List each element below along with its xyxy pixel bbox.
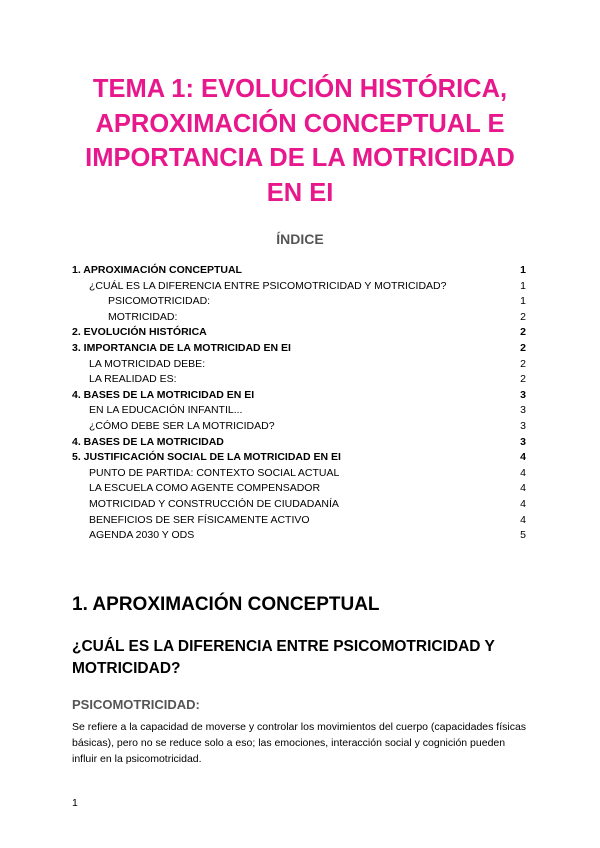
toc-entry-page: 2 [520,357,526,370]
toc-entry-page: 2 [520,326,526,339]
toc-entry[interactable] [72,497,526,513]
toc-entry-page: 5 [520,529,526,542]
toc-entry[interactable] [72,310,526,326]
toc-entry[interactable] [72,294,526,310]
toc-entry-text: 1. APROXIMACIÓN CONCEPTUAL [72,264,242,276]
toc-entry-text: ¿CUÁL ES LA DIFERENCIA ENTRE PSICOMOTRICIDAD Y MOTRICIDAD? [89,279,447,292]
toc-entry-page: 1 [520,295,526,308]
toc-entry[interactable] [72,528,526,544]
toc-entry-page: 1 [520,279,526,292]
subsection-heading: ¿CUÁL ES LA DIFERENCIA ENTRE PSICOMOTRICIDAD Y MOTRICIDAD? [72,638,495,677]
table-of-contents [72,263,526,544]
toc-entry-page: 1 [520,264,526,276]
index-heading: ÍNDICE [276,231,324,247]
toc-entry[interactable] [72,403,526,419]
toc-entry[interactable] [72,513,526,529]
toc-entry-text: BENEFICIOS DE SER FÍSICAMENTE ACTIVO [89,513,310,526]
toc-entry-text: MOTRICIDAD: [108,310,178,323]
toc-entry-text: PUNTO DE PARTIDA: CONTEXTO SOCIAL ACTUAL [89,466,340,479]
toc-entry-page: 4 [520,466,526,479]
page-number: 1 [72,797,78,809]
toc-entry[interactable] [72,279,526,295]
toc-entry-page: 3 [520,435,526,448]
toc-entry[interactable] [72,466,526,482]
toc-entry[interactable] [72,372,526,388]
toc-entry-page: 2 [520,310,526,323]
toc-entry-text: LA REALIDAD ES: [89,373,177,386]
toc-entry-text: PSICOMOTRICIDAD: [108,295,211,308]
toc-entry-text: EN LA EDUCACIÓN INFANTIL... [89,404,243,417]
toc-entry-page: 3 [520,388,526,401]
toc-entry-text: MOTRICIDAD Y CONSTRUCCIÓN DE CIUDADANÍA [89,497,339,510]
subsubsection-heading: PSICOMOTRICIDAD: [72,697,200,712]
toc-entry[interactable] [72,341,526,357]
toc-entry-page: 2 [520,341,526,354]
section-heading: 1. APROXIMACIÓN CONCEPTUAL [72,594,380,615]
title-line: APROXIMACIÓN CONCEPTUAL E [95,109,505,138]
toc-entry-text: ¿CÓMO DEBE SER LA MOTRICIDAD? [89,419,275,432]
title-line: EN EI [266,178,334,207]
toc-entry-page: 4 [520,451,526,464]
toc-entry-page: 3 [520,419,526,432]
toc-entry[interactable] [72,263,526,279]
toc-entry[interactable] [72,435,526,451]
toc-entry[interactable] [72,481,526,497]
body-paragraph: Se refiere a la capacidad de moverse y controlar los movimientos del cuerpo (capacidades físicas básicas), pero no se reduce solo a eso; las emociones, interacción social y cognición pueden influir en la psicomotricidad. [72,721,527,765]
toc-entry[interactable] [72,450,526,466]
toc-entry-page: 2 [520,373,526,386]
toc-entry-page: 4 [520,513,526,526]
toc-entry-text: AGENDA 2030 Y ODS [89,529,195,542]
toc-entry-text: LA MOTRICIDAD DEBE: [89,357,206,370]
document-title [40,72,560,210]
toc-entry-text: 4. BASES DE LA MOTRICIDAD EN EI [72,388,255,401]
toc-entry-text: 2. EVOLUCIÓN HISTÓRICA [72,326,207,339]
toc-entry-page: 4 [520,482,526,495]
toc-entry-text: LA ESCUELA COMO AGENTE COMPENSADOR [89,482,321,495]
toc-entry-text: 5. JUSTIFICACIÓN SOCIAL DE LA MOTRICIDAD EN EI [72,451,341,464]
toc-entry-page: 3 [520,404,526,417]
toc-entry[interactable] [72,325,526,341]
toc-entry[interactable] [72,357,526,373]
title-line: IMPORTANCIA DE LA MOTRICIDAD [85,144,515,172]
toc-entry-page: 4 [520,497,526,510]
toc-entry-text: 3. IMPORTANCIA DE LA MOTRICIDAD EN EI [72,341,291,354]
title-line: TEMA 1: EVOLUCIÓN HISTÓRICA, [92,75,508,103]
toc-entry[interactable] [72,388,526,404]
toc-entry[interactable] [72,419,526,435]
toc-entry-text: 4. BASES DE LA MOTRICIDAD [72,435,224,448]
